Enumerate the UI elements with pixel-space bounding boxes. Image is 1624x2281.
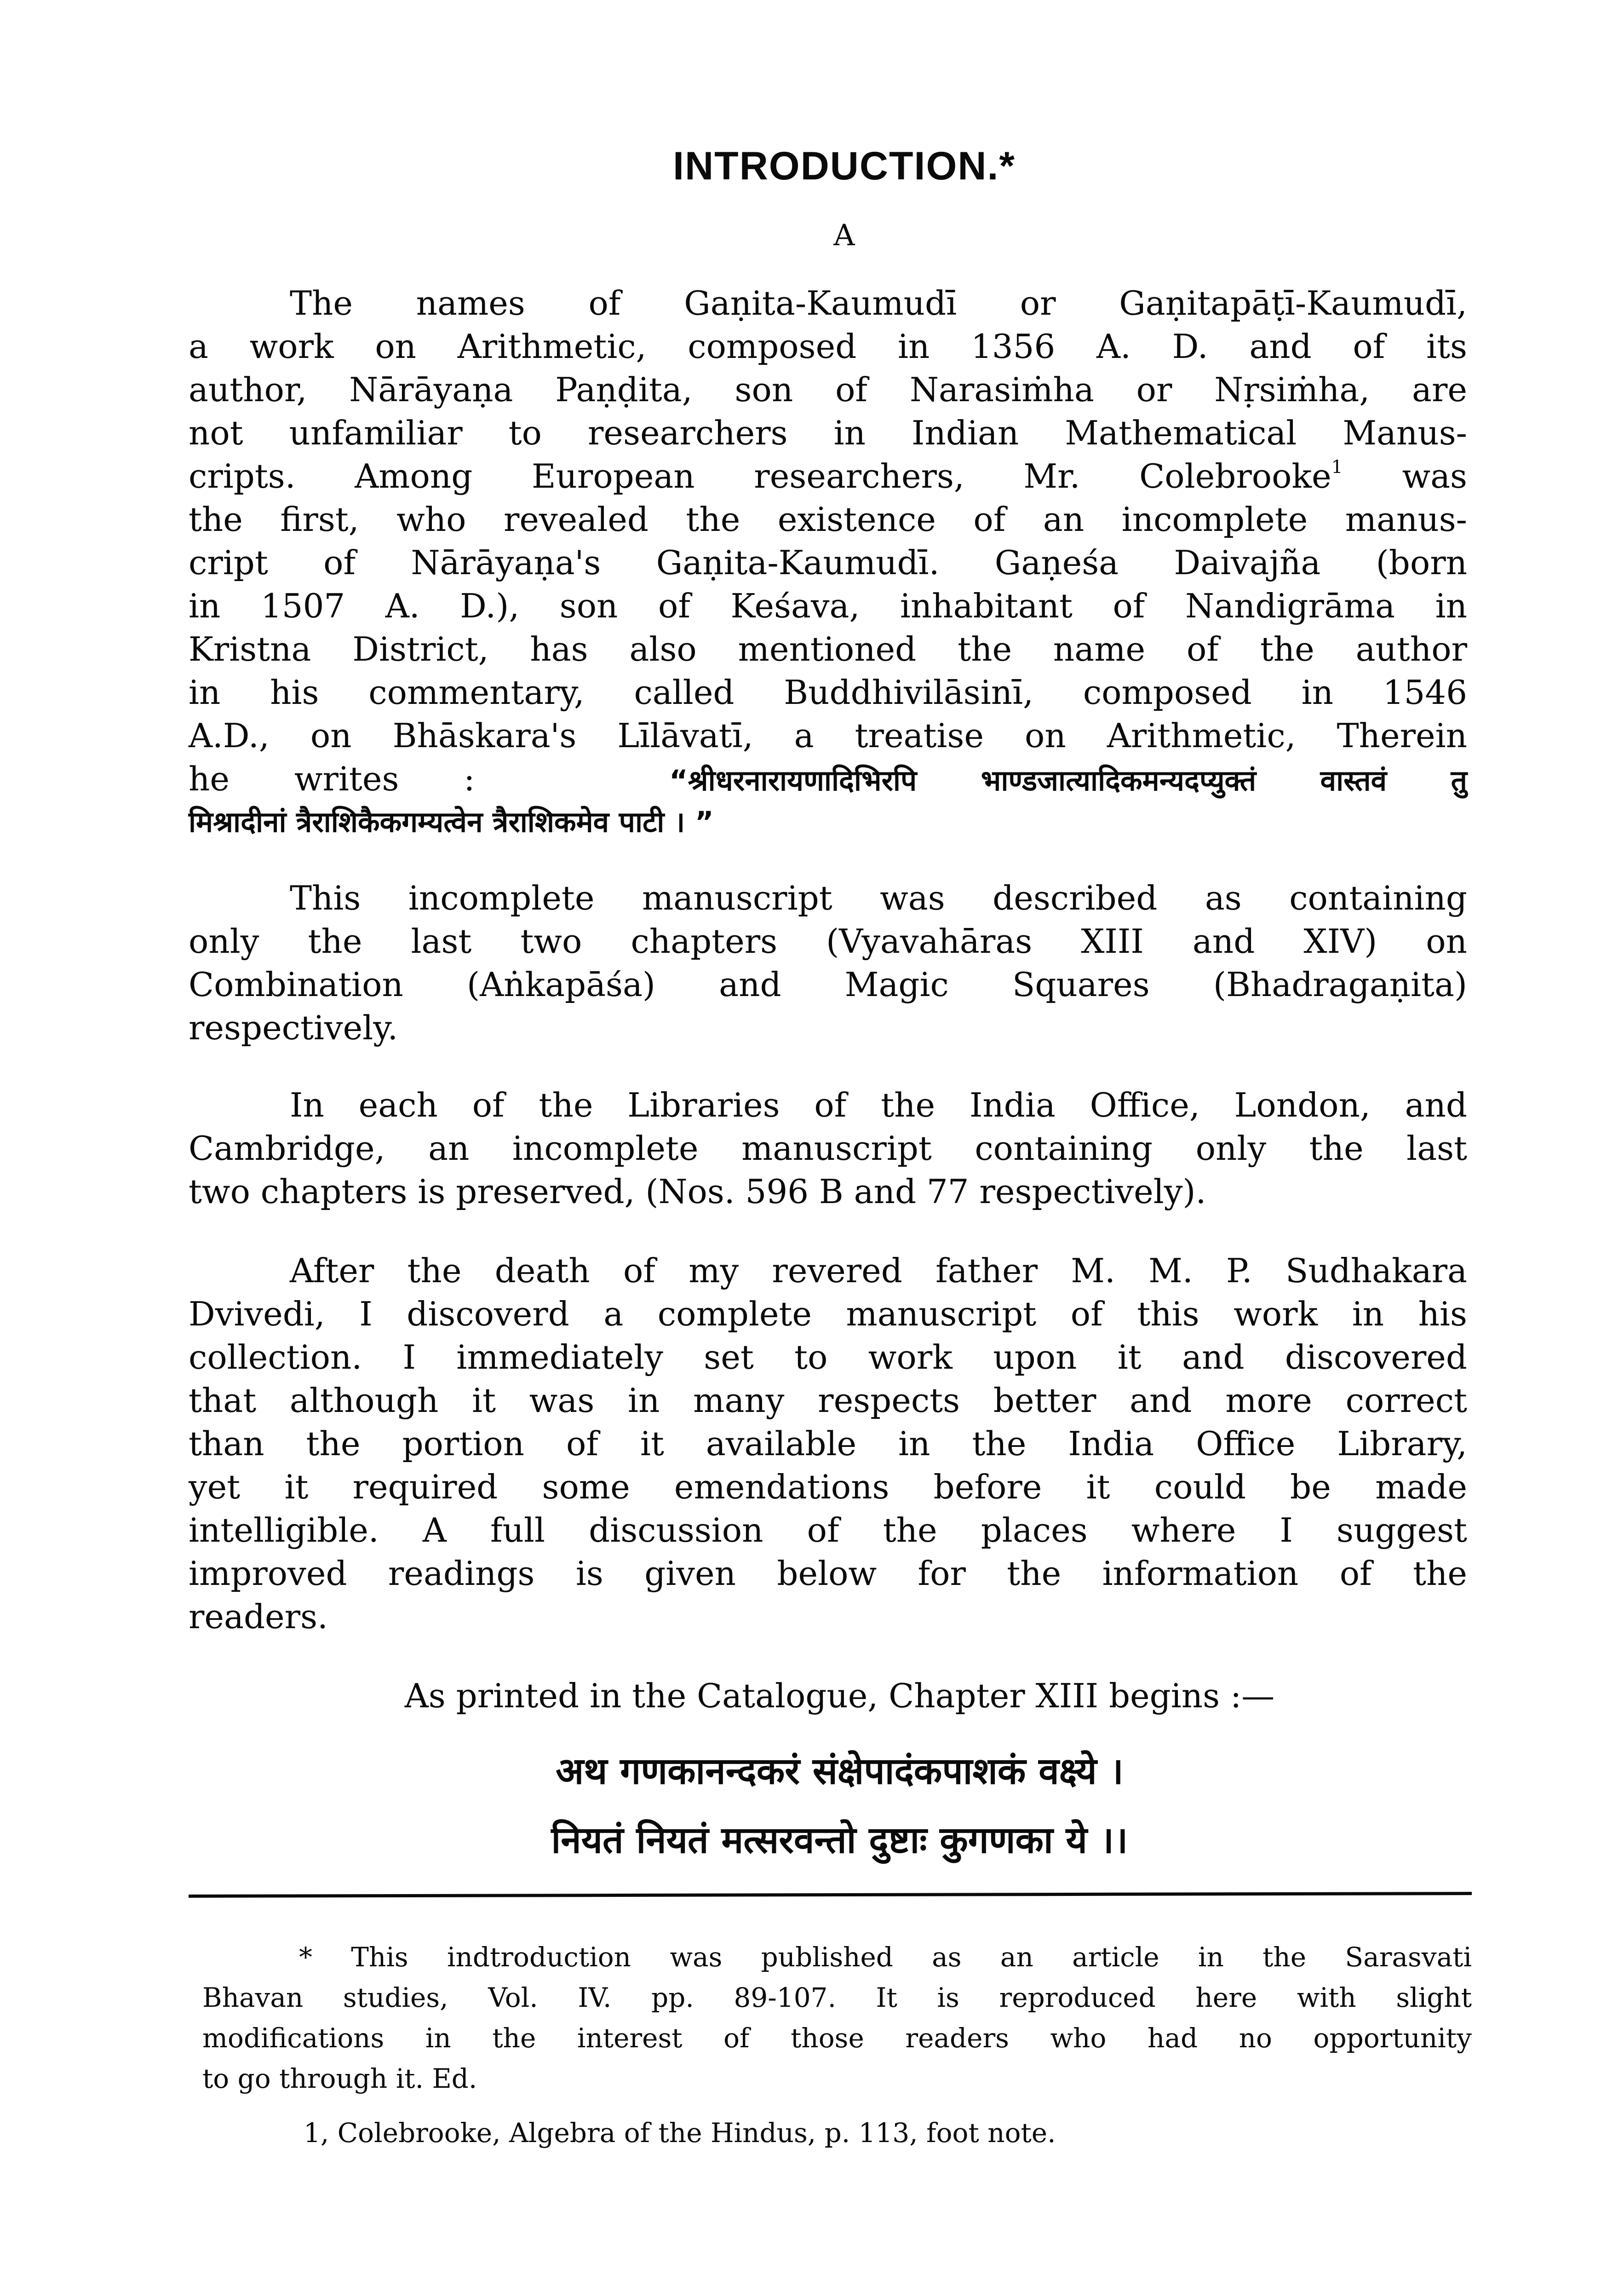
text-line: Cambridge, an incomplete manuscript containing only the last (189, 1129, 1467, 1168)
catalogue-intro: As printed in the Catalogue, Chapter XIII begins :— (404, 1676, 1275, 1715)
text-line: After the death of my revered father M. M. P. Sudhakara (290, 1251, 1467, 1290)
text-line-colebrooke (189, 455, 1467, 498)
text-line: collection. I immediately set to work upon it and discovered (189, 1338, 1467, 1377)
text-line: author, Nārāyaṇa Paṇḍita, son of Narasiṁha or Nṛsiṁha, are (189, 370, 1467, 409)
text-line: respectively. (189, 1008, 398, 1047)
sanskrit-verse-line-1: अथ गणकानन्दकरं संक्षेपादंकपाशकं वक्ष्ये । (556, 1750, 1124, 1792)
text-line: not unfamiliar to researchers in Indian Mathematical Manus- (189, 414, 1467, 452)
text-line: only the last two chapters (Vyavahāras XIII and XIV) on (189, 922, 1467, 961)
footnote-star-line: modifications in the interest of those readers who had no opportunity (202, 2022, 1472, 2054)
text-line: Combination (Aṅkapāśa) and Magic Squares (Bhadragaṇita) (189, 965, 1467, 1004)
paragraph-4 (189, 1249, 1467, 1638)
page-title: INTRODUCTION.* (673, 144, 1016, 188)
text-line: two chapters is preserved, (Nos. 596 B and 77 respectively). (189, 1172, 1206, 1211)
sanskrit-quote: “श्रीधरनारायणादिभिरपि भाण्डजात्यादिकमन्यदप्युक्तं वास्तवं तु (669, 764, 1467, 797)
text-segment: cripts. Among European researchers, Mr. Colebrooke (189, 457, 1331, 495)
text-line: the first, who revealed the existence of an incomplete manus- (189, 500, 1467, 539)
text-line: A.D., on Bhāskara's Līlāvatī, a treatise on Arithmetic, Therein (189, 716, 1467, 755)
section-label: A (833, 219, 855, 253)
text-line: Kristna District, has also mentioned the name of the author (189, 630, 1467, 668)
text-line: that although it was in many respects better and more correct (189, 1381, 1467, 1420)
sanskrit-quote-continued: मिश्रादीनां त्रैराशिकैकगम्यत्वेन त्रैराशिकमेव पाटी । ” (189, 805, 714, 839)
text-line: The names of Gaṇita-Kaumudī or Gaṇitapāṭī-Kaumudī, (290, 284, 1467, 323)
footnote-star-line: to go through it. Ed. (202, 2063, 477, 2094)
text-line: than the portion of it available in the India Office Library, (189, 1424, 1467, 1463)
text-segment: was (1402, 457, 1468, 495)
footnote-divider (189, 1892, 1472, 1898)
footnote-star-line: Bhavan studies, Vol. IV. pp. 89-107. It is reproduced here with slight (202, 1982, 1472, 2013)
text-line-quote-start (189, 757, 1467, 801)
text-line: yet it required some emendations before it could be made (189, 1468, 1467, 1506)
paragraph-3 (189, 1083, 1467, 1213)
text-line: cript of Nārāyaṇa's Gaṇita-Kaumudī. Gaṇeśa Daivajña (born (189, 543, 1467, 582)
footnote-1: 1, Colebrooke, Algebra of the Hindus, p. 113, foot note. (304, 2117, 1056, 2149)
sanskrit-verse-line-2: नियतं नियतं मत्सरवन्तो दुष्टाः कुगणका ये ।। (551, 1819, 1128, 1861)
text-line: In each of the Libraries of the India Office, London, and (290, 1086, 1467, 1124)
paragraph-1 (189, 282, 1467, 844)
footnotes (202, 1937, 1472, 2153)
text-line: Dvivedi, I discoverd a complete manuscript of this work in his (189, 1295, 1467, 1333)
footnote-star-line: * This indtroduction was published as an article in the Sarasvati (299, 1941, 1472, 1973)
text-line: in his commentary, called Buddhivilāsinī, composed in 1546 (189, 673, 1467, 712)
text-line: readers. (189, 1597, 328, 1636)
text-line: a work on Arithmetic, composed in 1356 A. D. and of its (189, 327, 1467, 366)
footnote-reference-1[interactable]: 1 (1331, 456, 1343, 478)
text-line: This incomplete manuscript was described as containing (290, 879, 1467, 917)
text-line: improved readings is given below for the information of the (189, 1554, 1467, 1593)
text-line: in 1507 A. D.), son of Keśava, inhabitant of Nandigrāma in (189, 587, 1467, 625)
paragraph-2 (189, 876, 1467, 1049)
text-line: intelligible. A full discussion of the places where I suggest (189, 1511, 1467, 1549)
text-segment: he writes : (189, 760, 475, 798)
